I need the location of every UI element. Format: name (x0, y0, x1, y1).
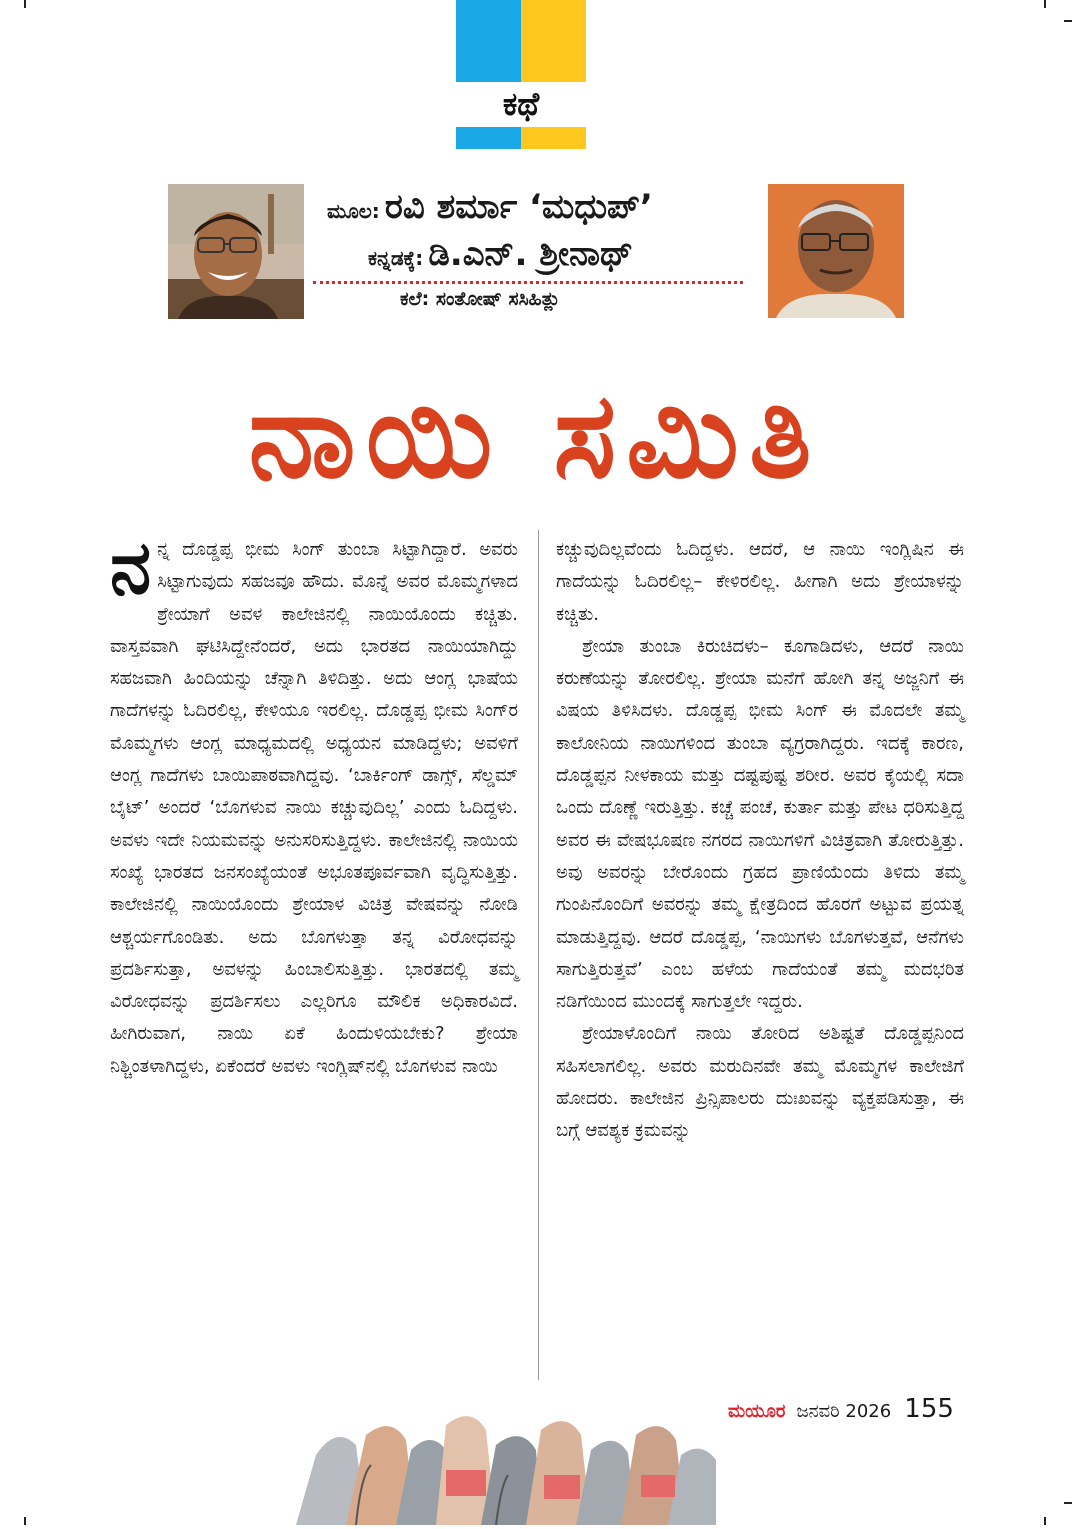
dogs-illustration (296, 1395, 716, 1525)
article-column-right (556, 534, 964, 1148)
category-color-block-bottom (456, 127, 586, 149)
author-photo (168, 184, 304, 319)
art-credit (400, 288, 560, 310)
category-label: ಕಥೆ (502, 85, 540, 123)
original-author-label: ಮೂಲ: (327, 199, 380, 223)
article-column-left (110, 525, 518, 1083)
issue-date: ಜನವರಿ 2026 (796, 1401, 892, 1422)
translator-name: ಡಿ.ಎನ್. ಶ್ರೀನಾಥ್ (428, 234, 634, 274)
original-author-credit (327, 187, 653, 227)
dotted-divider (313, 281, 743, 284)
article-paragraph: ಶ್ರೇಯಾಳೊಂದಿಗೆ ನಾಯಿ ತೋರಿದ ಅಶಿಷ್ಟತೆ ದೊಡ್ಡಪ್ಪನಿಂದ ಸಹಿಸಲಾಗಲಿಲ್ಲ. ಅವರು ಮರುದಿನವೇ ತಮ್ಮ ಮೊಮ್ಮಗಳ ಕಾಲೇಜಿಗೆ ಹೋದರು. ಕಾಲೇಜಿನ ಪ್ರಿನ್ಸಿಪಾಲರು ದುಃಖವನ್ನು ವ್ಯಕ್ತಪಡಿಸುತ್ತಾ, ಈ ಬಗ್ಗೆ ಆವಶ್ಯಕ ಕ್ರಮವನ್ನು (556, 1023, 964, 1142)
page-footer (728, 1394, 954, 1424)
crop-mark (1064, 20, 1072, 22)
crop-mark (24, 1517, 26, 1525)
artist-name: ಸಂತೋಷ್ ಸಸಿಹಿತ್ಲು (435, 288, 561, 310)
drop-cap: ನ (110, 525, 152, 611)
crop-mark (1064, 1502, 1072, 1504)
crop-mark (24, 0, 26, 8)
category-color-block-top (456, 0, 586, 82)
article-paragraph: ಕಚ್ಚುವುದಿಲ್ಲವೆಂದು ಓದಿದ್ದಳು. ಆದರೆ, ಆ ನಾಯಿ ಇಂಗ್ಲಿಷಿನ ಈ ಗಾದೆಯನ್ನು ಓದಿರಲಿಲ್ಲ– ಕೇಳಿರಲಿಲ್ಲ. ಹೀಗಾಗಿ ಅದು ಶ್ರೇಯಾಳನ್ನು ಕಚ್ಚಿತು. (556, 539, 964, 625)
crop-mark (1044, 1517, 1046, 1525)
crop-mark (1044, 0, 1046, 8)
original-author-name: ರವಿ ಶರ್ಮಾ ‘ಮಧುಪ್’ (384, 187, 653, 227)
article-paragraph: ನ್ನ ದೊಡ್ಡಪ್ಪ ಭೀಮ ಸಿಂಗ್ ತುಂಬಾ ಸಿಟ್ಟಾಗಿದ್ದಾರೆ. ಅವರು ಸಿಟ್ಟಾಗುವುದು ಸಹಜವೂ ಹೌದು. ಮೊನ್ನೆ ಅವರ ಮೊಮ್ಮಗಳಾದ ಶ್ರೇಯಾಗೆ ಅವಳ ಕಾಲೇಜಿನಲ್ಲಿ ನಾಯಿಯೊಂದು ಕಚ್ಚಿತು. ವಾಸ್ತವವಾಗಿ ಘಟಿಸಿದ್ದೇನೆಂದರೆ, ಅದು ಭಾರತದ ನಾಯಿಯಾಗಿದ್ದು ಸಹಜವಾಗಿ ಹಿಂದಿಯನ್ನು ಚೆನ್ನಾಗಿ ತಿಳಿದಿತ್ತು. ಅದು ಆಂಗ್ಲ ಭಾಷೆಯ ಗಾದೆಗಳನ್ನು ಓದಿರಲಿಲ್ಲ, ಕೇಳಿಯೂ ಇರಲಿಲ್ಲ. ದೊಡ್ಡಪ್ಪ ಭೀಮ ಸಿಂಗ್‌ರ ಮೊಮ್ಮಗಳು ಆಂಗ್ಲ ಮಾಧ್ಯಮದಲ್ಲಿ ಅಧ್ಯಯನ ಮಾಡಿದ್ದಳು; ಅವಳಿಗೆ ಆಂಗ್ಲ ಗಾದೆಗಳು ಬಾಯಿಪಾಠವಾಗಿದ್ದವು. ‘ಬಾರ್ಕಿಂಗ್ ಡಾಗ್ಸ್, ಸೆಲ್ಡಮ್ ಬೈಟ್’ ಅಂದರೆ ‘ಬೊಗಳುವ ನಾಯಿ ಕಚ್ಚುವುದಿಲ್ಲ’ ಎಂದು ಓದಿದ್ದಳು. ಅವಳು ಇದೇ ನಿಯಮವನ್ನು ಅನುಸರಿಸುತ್ತಿದ್ದಳು. ಕಾಲೇಜಿನಲ್ಲಿ ನಾಯಿಯ ಸಂಖ್ಯೆ ಭಾರತದ ಜನಸಂಖ್ಯೆಯಂತೆ ಅಭೂತಪೂರ್ವವಾಗಿ ವೃದ್ಧಿಸುತ್ತಿತ್ತು. ಕಾಲೇಜಿನಲ್ಲಿ ನಾಯಿಯೊಂದು ಶ್ರೇಯಾಳ ವಿಚಿತ್ರ ವೇಷವನ್ನು ನೋಡಿ ಆಶ್ಚರ್ಯಗೊಂಡಿತು. ಅದು ಬೊಗಳುತ್ತಾ ತನ್ನ ವಿರೋಧವನ್ನು ಪ್ರದರ್ಶಿಸುತ್ತಾ, ಅವಳನ್ನು ಹಿಂಬಾಲಿಸುತ್ತಿತ್ತು. ಭಾರತದಲ್ಲಿ ತಮ್ಮ ವಿರೋಧವನ್ನು ಪ್ರದರ್ಶಿಸಲು ಎಲ್ಲರಿಗೂ ಮೌಲಿಕ ಅಧಿಕಾರವಿದೆ. ಹೀಗಿರುವಾಗ, ನಾಯಿ ಏಕೆ ಹಿಂದುಳಿಯಬೇಕು? ಶ್ರೇಯಾ ನಿಶ್ಚಿಂತಳಾಗಿದ್ದಳು, ಏಕೆಂದರೆ ಅವಳು ಇಂಗ್ಲಿಷ್‌ನಲ್ಲಿ ಬೊಗಳುವ ನಾಯಿ (110, 539, 518, 1077)
column-divider (538, 530, 539, 1380)
art-label: ಕಲೆ: (400, 288, 430, 310)
translator-credit (368, 234, 633, 274)
translator-photo (768, 184, 904, 318)
magazine-name: ಮಯೂರ (728, 1401, 786, 1422)
translator-label: ಕನ್ನಡಕ್ಕೆ: (368, 246, 424, 270)
article-paragraph: ಶ್ರೇಯಾ ತುಂಬಾ ಕಿರುಚಿದಳು– ಕೂಗಾಡಿದಳು, ಆದರೆ ನಾಯಿ ಕರುಣೆಯನ್ನು ತೋರಲಿಲ್ಲ. ಶ್ರೇಯಾ ಮನೆಗೆ ಹೋಗಿ ತನ್ನ ಅಜ್ಜನಿಗೆ ಈ ವಿಷಯ ತಿಳಿಸಿದಳು. ದೊಡ್ಡಪ್ಪ ಭೀಮ ಸಿಂಗ್ ಈ ಮೊದಲೇ ತಮ್ಮ ಕಾಲೋನಿಯ ನಾಯಿಗಳಿಂದ ತುಂಬಾ ವ್ಯಗ್ರರಾಗಿದ್ದರು. ಇದಕ್ಕೆ ಕಾರಣ, ದೊಡ್ಡಪ್ಪನ ನೀಳಕಾಯ ಮತ್ತು ದಷ್ಟಪುಷ್ಟ ಶರೀರ. ಅವರ ಕೈಯಲ್ಲಿ ಸದಾ ಒಂದು ದೊಣ್ಣೆ ಇರುತ್ತಿತ್ತು. ಕಚ್ಚೆ ಪಂಚೆ, ಕುರ್ತಾ ಮತ್ತು ಪೇಟ ಧರಿಸುತ್ತಿದ್ದ ಅವರ ಈ ವೇಷಭೂಷಣ ನಗರದ ನಾಯಿಗಳಿಗೆ ವಿಚಿತ್ರವಾಗಿ ತೋರುತ್ತಿತ್ತು. ಅವು ಅವರನ್ನು ಬೇರೊಂದು ಗ್ರಹದ ಪ್ರಾಣಿಯೆಂದು ತಿಳಿದು ತಮ್ಮ ಗುಂಪಿನೊಂದಿಗೆ ಅವರನ್ನು ತಮ್ಮ ಕ್ಷೇತ್ರದಿಂದ ಹೊರಗೆ ಅಟ್ಟುವ ಪ್ರಯತ್ನ ಮಾಡುತ್ತಿದ್ದವು. ಆದರೆ ದೊಡ್ಡಪ್ಪ, ‘ನಾಯಿಗಳು ಬೊಗಳುತ್ತವೆ, ಆನೆಗಳು ಸಾಗುತ್ತಿರುತ್ತವೆ’ ಎಂಬ ಹಳೆಯ ಗಾದೆಯಂತೆ ತಮ್ಮ ಮದಭರಿತ ನಡಿಗೆಯಿಂದ ಮುಂದಕ್ಕೆ ಸಾಗುತ್ತಲೇ ಇದ್ದರು. (556, 635, 964, 1013)
story-title: ನಾಯಿ ಸಮಿತಿ (248, 366, 822, 504)
page-number: 155 (904, 1394, 954, 1424)
